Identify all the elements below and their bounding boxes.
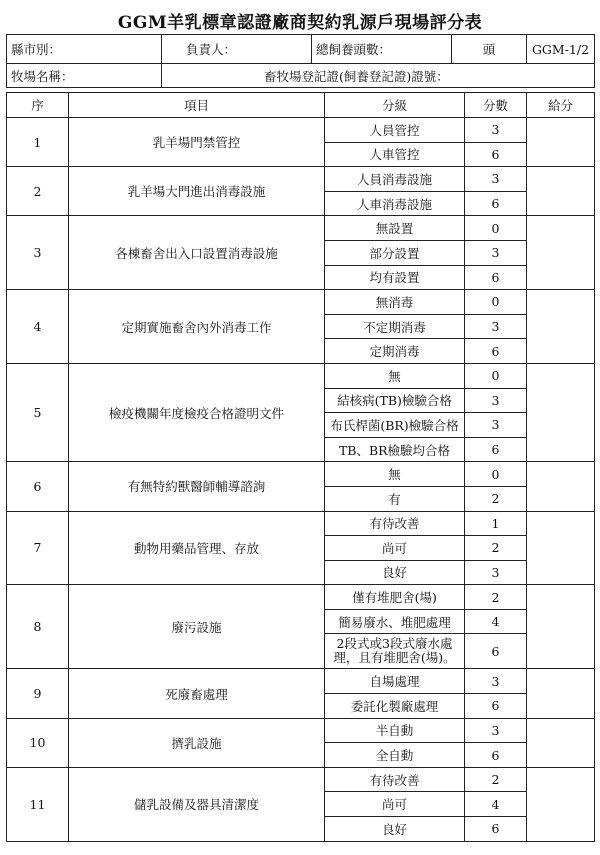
item-name: 廢污設施 <box>69 585 325 669</box>
grade-points: 3 <box>465 314 527 339</box>
grade-label: TB、BR檢驗均合格 <box>325 437 465 462</box>
head-unit: 頭 <box>482 42 496 57</box>
grade-points: 0 <box>465 290 527 315</box>
grade-label: 布氏桿菌(BR)檢驗合格 <box>325 413 465 438</box>
owner-field[interactable] <box>162 35 312 64</box>
header-grade: 分級 <box>325 93 465 118</box>
grade-points: 2 <box>465 486 527 511</box>
header-score: 給分 <box>527 93 595 118</box>
item-seq: 3 <box>7 216 69 290</box>
grade-points: 6 <box>465 817 527 842</box>
grade-label: 全自動 <box>325 743 465 768</box>
score-input-cell[interactable] <box>527 767 595 841</box>
item-name: 儲乳設備及器具清潔度 <box>69 767 325 841</box>
farm-name-field[interactable] <box>7 64 162 88</box>
grade-label: 自場處理 <box>325 669 465 694</box>
grade-points: 3 <box>465 240 527 265</box>
form-title: GGM羊乳標章認證廠商契約乳源戶現場評分表 <box>117 13 483 33</box>
total-head-label: 總飼養頭數： <box>316 42 392 57</box>
grade-points: 3 <box>465 388 527 413</box>
item-name: 各棟畜舍出入口設置消毒設施 <box>69 216 325 290</box>
info-row-1 <box>7 35 595 64</box>
owner-label: 負責人： <box>186 42 237 57</box>
head-unit-cell <box>452 35 527 64</box>
grade-points: 0 <box>465 462 527 487</box>
score-input-cell[interactable] <box>527 585 595 669</box>
grade-points: 6 <box>465 339 527 364</box>
grade-points: 3 <box>465 118 527 143</box>
grade-label: 人員消毒設施 <box>325 167 465 192</box>
county-label: 縣市別： <box>11 42 62 57</box>
grade-label: 2段式或3段式廢水處理，且有堆肥舍(場)。 <box>325 634 465 669</box>
total-head-field[interactable] <box>312 35 452 64</box>
item-name: 檢疫機關年度檢疫合格證明文件 <box>69 363 325 461</box>
grade-label: 僅有堆肥舍(場) <box>325 585 465 610</box>
score-input-cell[interactable] <box>527 216 595 290</box>
grade-label: 尚可 <box>325 792 465 817</box>
score-input-cell[interactable] <box>527 718 595 767</box>
item-name: 乳羊場大門進出消毒設施 <box>69 167 325 216</box>
grade-points: 2 <box>465 536 527 561</box>
grade-label: 簡易廢水、堆肥處理 <box>325 609 465 634</box>
grade-label: 良好 <box>325 817 465 842</box>
header-points: 分數 <box>465 93 527 118</box>
form-code-cell <box>527 35 595 64</box>
item-seq: 2 <box>7 167 69 216</box>
score-input-cell[interactable] <box>527 118 595 167</box>
grade-label: 人車消毒設施 <box>325 191 465 216</box>
grade-label: 人車管控 <box>325 142 465 167</box>
item-seq: 9 <box>7 669 69 718</box>
registration-label: 畜牧場登記證(飼養登記證)證號： <box>264 68 449 84</box>
grade-points: 3 <box>465 413 527 438</box>
grade-label: 尚可 <box>325 536 465 561</box>
item-seq: 4 <box>7 290 69 364</box>
grade-label: 無設置 <box>325 216 465 241</box>
grade-points: 6 <box>465 694 527 719</box>
score-input-cell[interactable] <box>527 669 595 718</box>
table-row <box>7 511 595 536</box>
score-input-cell[interactable] <box>527 511 595 585</box>
grade-points: 2 <box>465 585 527 610</box>
grade-points: 1 <box>465 511 527 536</box>
form-code: GGM-1/2 <box>531 41 590 57</box>
grade-points: 6 <box>465 743 527 768</box>
item-seq: 6 <box>7 462 69 511</box>
table-row <box>7 216 595 241</box>
grade-label: 定期消毒 <box>325 339 465 364</box>
item-name: 有無特約獸醫師輔導諮詢 <box>69 462 325 511</box>
grade-points: 3 <box>465 560 527 585</box>
score-input-cell[interactable] <box>527 462 595 511</box>
grade-points: 6 <box>465 634 527 669</box>
table-row <box>7 669 595 694</box>
grade-label: 無消毒 <box>325 290 465 315</box>
grade-points: 4 <box>465 792 527 817</box>
grade-points: 0 <box>465 363 527 388</box>
score-input-cell[interactable] <box>527 290 595 364</box>
grade-points: 6 <box>465 437 527 462</box>
item-name: 動物用藥品管理、存放 <box>69 511 325 585</box>
score-table-body <box>7 93 595 842</box>
table-row <box>7 718 595 743</box>
table-row <box>7 290 595 315</box>
grade-points: 2 <box>465 767 527 792</box>
county-field[interactable] <box>7 35 162 64</box>
grade-label: 有 <box>325 486 465 511</box>
score-header-row <box>7 93 595 118</box>
item-name: 擠乳設施 <box>69 718 325 767</box>
score-input-cell[interactable] <box>527 167 595 216</box>
grade-label: 均有設置 <box>325 265 465 290</box>
farm-name-label: 牧場名稱： <box>11 68 74 84</box>
info-row-2 <box>7 64 595 88</box>
grade-label: 半自動 <box>325 718 465 743</box>
grade-points: 3 <box>465 669 527 694</box>
item-name: 定期實施畜舍內外消毒工作 <box>69 290 325 364</box>
item-seq: 11 <box>7 767 69 841</box>
item-seq: 5 <box>7 363 69 461</box>
grade-points: 3 <box>465 167 527 192</box>
score-input-cell[interactable] <box>527 363 595 461</box>
header-item: 項目 <box>69 93 325 118</box>
table-row <box>7 767 595 792</box>
table-row <box>7 462 595 487</box>
grade-label: 無 <box>325 462 465 487</box>
grade-label: 人員管控 <box>325 118 465 143</box>
item-seq: 8 <box>7 585 69 669</box>
grade-label: 良好 <box>325 560 465 585</box>
grade-points: 6 <box>465 265 527 290</box>
score-table <box>6 92 595 842</box>
grade-label: 不定期消毒 <box>325 314 465 339</box>
grade-label: 有待改善 <box>325 511 465 536</box>
item-name: 乳羊場門禁管控 <box>69 118 325 167</box>
info-header-table <box>6 34 595 88</box>
table-row <box>7 118 595 143</box>
grade-label: 有待改善 <box>325 767 465 792</box>
item-seq: 1 <box>7 118 69 167</box>
grade-label: 部分設置 <box>325 240 465 265</box>
table-row <box>7 585 595 610</box>
item-seq: 10 <box>7 718 69 767</box>
grade-label: 委託化製廠處理 <box>325 694 465 719</box>
grade-points: 0 <box>465 216 527 241</box>
table-row <box>7 363 595 388</box>
grade-points: 3 <box>465 718 527 743</box>
grade-label: 結核病(TB)檢驗合格 <box>325 388 465 413</box>
grade-points: 6 <box>465 191 527 216</box>
registration-field[interactable] <box>162 64 595 88</box>
table-row <box>7 167 595 192</box>
grade-points: 4 <box>465 609 527 634</box>
grade-label: 無 <box>325 363 465 388</box>
header-seq: 序 <box>7 93 69 118</box>
grade-points: 6 <box>465 142 527 167</box>
item-seq: 7 <box>7 511 69 585</box>
item-name: 死廢畜處理 <box>69 669 325 718</box>
